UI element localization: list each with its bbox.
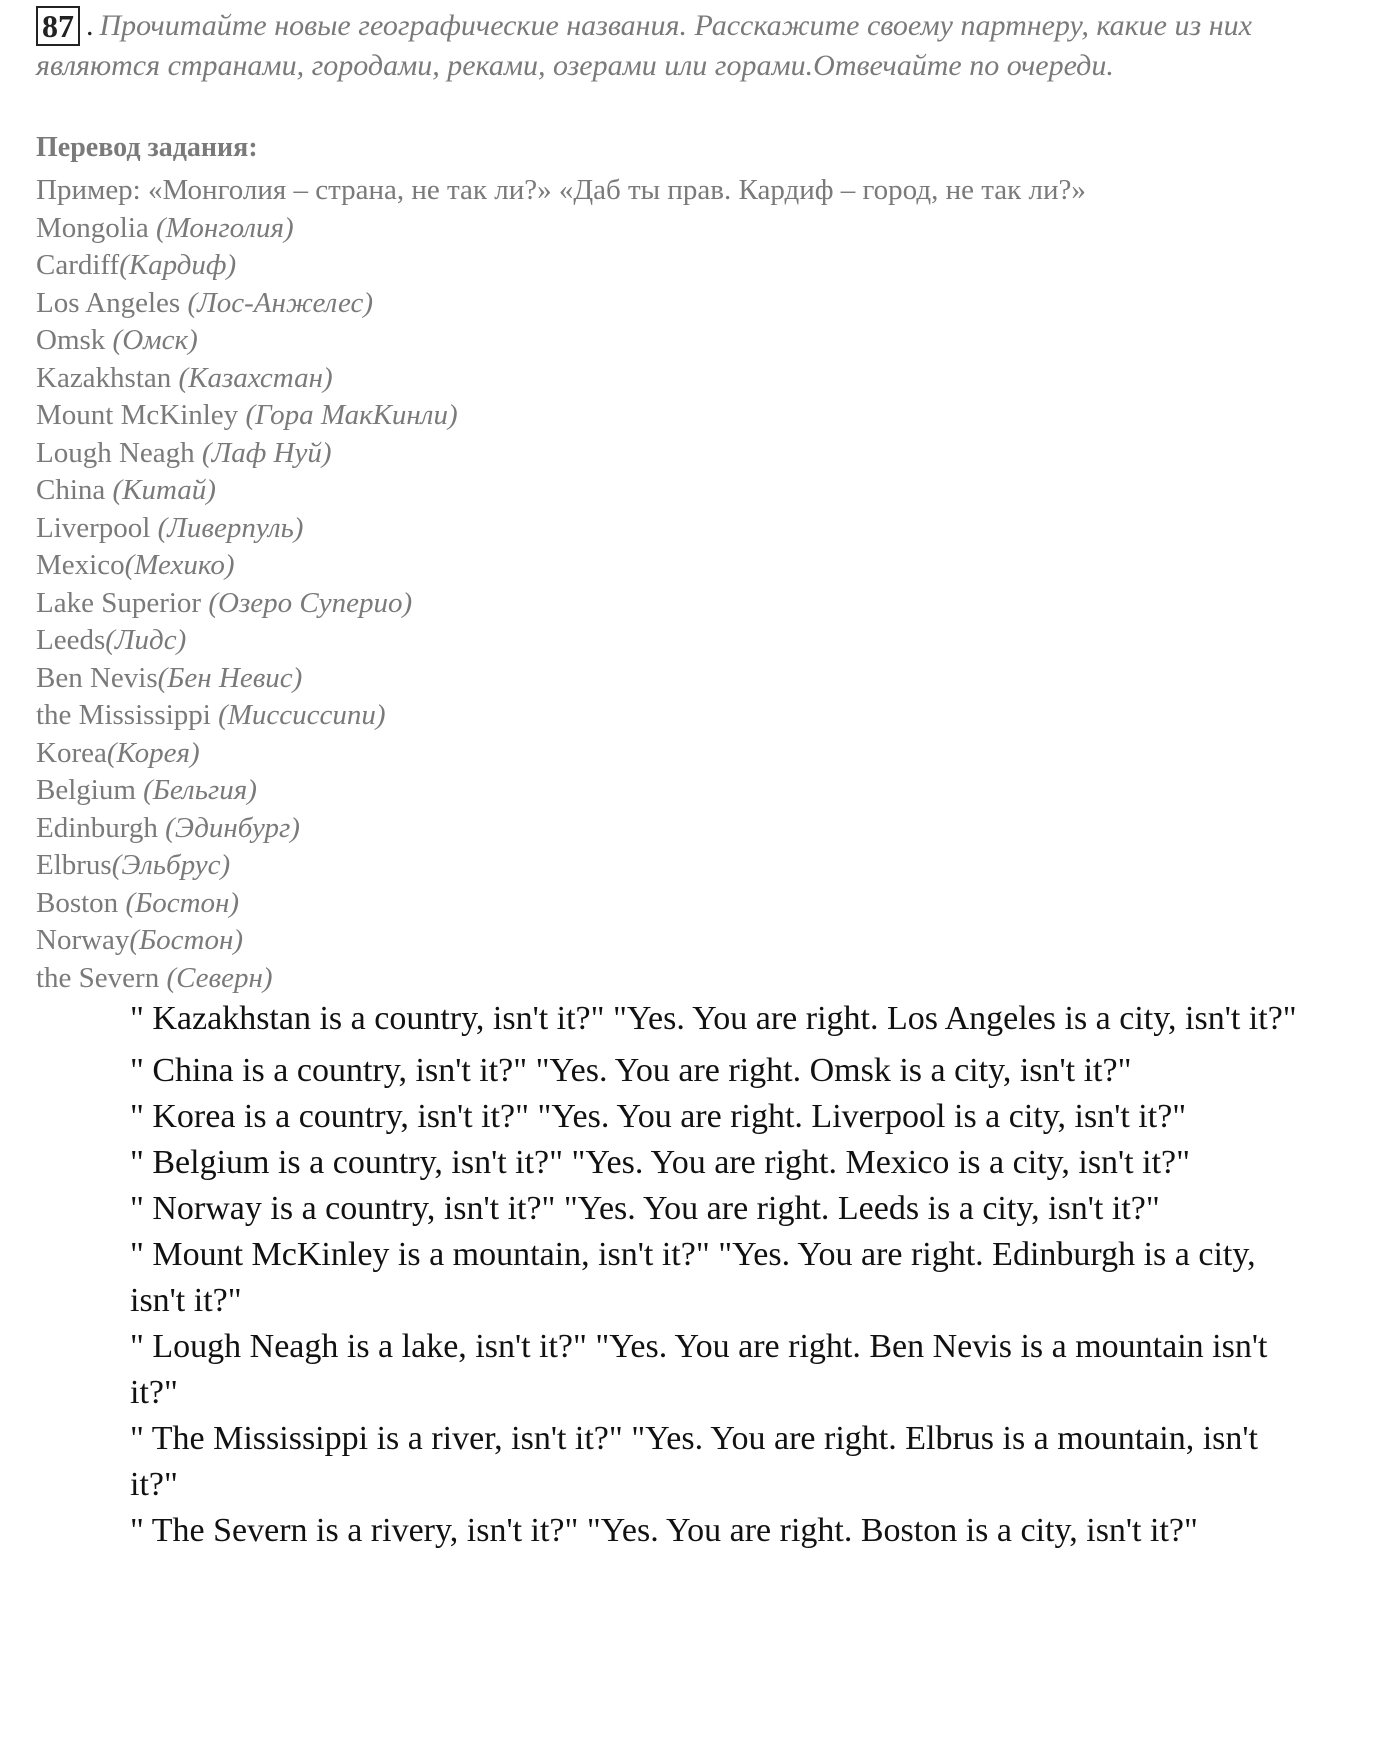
place-name: Omsk	[36, 324, 106, 356]
answer-dialogue: " Mount McKinley is a mountain, isn't it?" "Yes. You are right. Edinburgh is a city, isn't it?"	[130, 1236, 1256, 1319]
place-translation: (Бостон)	[129, 924, 244, 956]
place-translation: (Лидс)	[105, 624, 187, 656]
place-name: Los Angeles	[36, 286, 181, 319]
answer-dialogue: " Korea is a country, isn't it?" "Yes. You are right. Liverpool is a city, isn't it?"	[130, 1098, 1187, 1135]
place-name: Liverpool	[36, 511, 151, 544]
place-row	[36, 660, 1086, 698]
place-separator	[105, 324, 112, 356]
place-translation: (Мехико)	[124, 549, 235, 581]
place-row	[36, 735, 1086, 773]
place-name: Mount McKinley	[36, 399, 239, 431]
place-translation: (Миссиссипи)	[218, 699, 386, 731]
place-translation: (Эдинбург)	[165, 811, 300, 844]
place-row	[36, 922, 1086, 960]
place-translation: (Ливерпуль)	[157, 511, 304, 544]
place-name: Cardiff	[36, 249, 120, 281]
task-number-dot: .	[86, 9, 94, 42]
place-row	[36, 885, 1086, 923]
place-translation: (Эльбрус)	[111, 849, 231, 881]
place-row	[36, 472, 1086, 510]
place-translation: (Бостон)	[125, 886, 240, 919]
place-separator	[105, 474, 112, 506]
place-translation: (Озеро Суперио)	[208, 586, 413, 619]
place-row	[36, 360, 1086, 398]
place-name: Mexico	[36, 549, 125, 581]
place-row	[36, 547, 1086, 585]
answer-dialogue: " Norway is a country, isn't it?" "Yes. You are right. Leeds is a city, isn't it?"	[130, 1190, 1160, 1227]
translation-heading: Перевод задания:	[36, 132, 258, 163]
place-separator	[195, 437, 202, 469]
place-separator	[149, 212, 156, 244]
place-name: Belgium	[36, 774, 136, 806]
task-number-box: 87	[36, 6, 80, 46]
place-translation: (Омск)	[112, 324, 198, 356]
place-separator	[150, 512, 157, 544]
place-row	[36, 247, 1086, 285]
place-translation: (Северн)	[166, 961, 273, 994]
place-separator	[211, 699, 218, 731]
place-row	[36, 585, 1086, 623]
answer-dialogue: " Belgium is a country, isn't it?" "Yes. You are right. Mexico is a city, isn't it?"	[130, 1144, 1190, 1181]
place-translation: (Бен Невис)	[157, 661, 303, 694]
place-row	[36, 772, 1086, 810]
answers-section	[130, 996, 1310, 1554]
place-translation: (Монголия)	[156, 211, 294, 244]
example-line: Пример: «Монголия – страна, не так ли?» «Даб ты прав. Кардиф – город, не так ли?»	[36, 174, 1086, 206]
place-name: the Mississippi	[36, 699, 211, 731]
place-name: Korea	[36, 736, 107, 769]
place-name: China	[36, 474, 106, 506]
place-row	[36, 285, 1086, 323]
place-row	[36, 960, 1086, 998]
place-translation: (Китай)	[112, 474, 216, 506]
place-row	[36, 397, 1086, 435]
place-row	[36, 510, 1086, 548]
answer-dialogue: " The Severn is a rivery, isn't it?" "Yes. You are right. Boston is a city, isn't it?"	[130, 1512, 1198, 1549]
place-name: Norway	[36, 924, 130, 956]
place-name: Ben Nevis	[36, 661, 158, 694]
answer-dialogue: " China is a country, isn't it?" "Yes. You are right. Omsk is a city, isn't it?"	[130, 1052, 1132, 1089]
place-name: the Severn	[36, 961, 160, 994]
place-translation: (Бельгия)	[143, 774, 257, 806]
place-separator	[171, 362, 178, 394]
place-name: Kazakhstan	[36, 361, 172, 394]
place-row	[36, 810, 1086, 848]
task-header	[36, 6, 1376, 86]
place-name: Elbrus	[36, 849, 112, 881]
place-row	[36, 322, 1086, 360]
task-instruction: Прочитайте новые географические названия. Расскажите своему партнеру, какие из них являются странами, городами, реками, озерами или горами.Отвечайте по очереди.	[36, 9, 1252, 82]
place-row	[36, 697, 1086, 735]
translation-section	[36, 128, 1086, 997]
place-translation: (Гора МакКинли)	[245, 399, 458, 431]
place-translation: (Корея)	[106, 736, 200, 769]
places-list	[36, 210, 1086, 998]
place-name: Boston	[36, 886, 119, 919]
place-translation: (Лос-Анжелес)	[187, 286, 373, 319]
answer-dialogue: " Kazakhstan is a country, isn't it?" "Yes. You are right. Los Angeles is a city, isn't it?"	[130, 1000, 1297, 1037]
place-row	[36, 435, 1086, 473]
place-row	[36, 622, 1086, 660]
answer-dialogue: " The Mississippi is a river, isn't it?" "Yes. You are right. Elbrus is a mountain, isn't it?"	[130, 1420, 1258, 1503]
place-row	[36, 847, 1086, 885]
place-name: Leeds	[36, 624, 106, 656]
place-name: Lake Superior	[36, 586, 202, 619]
answer-dialogue: " Lough Neagh is a lake, isn't it?" "Yes. You are right. Ben Nevis is a mountain isn't it?"	[130, 1328, 1268, 1411]
place-name: Mongolia	[36, 211, 149, 244]
place-row	[36, 210, 1086, 248]
place-name: Lough Neagh	[36, 436, 195, 469]
place-translation: (Кардиф)	[119, 249, 237, 281]
place-name: Edinburgh	[36, 811, 158, 844]
place-translation: (Казахстан)	[178, 361, 333, 394]
place-translation: (Лаф Нуй)	[201, 436, 332, 469]
